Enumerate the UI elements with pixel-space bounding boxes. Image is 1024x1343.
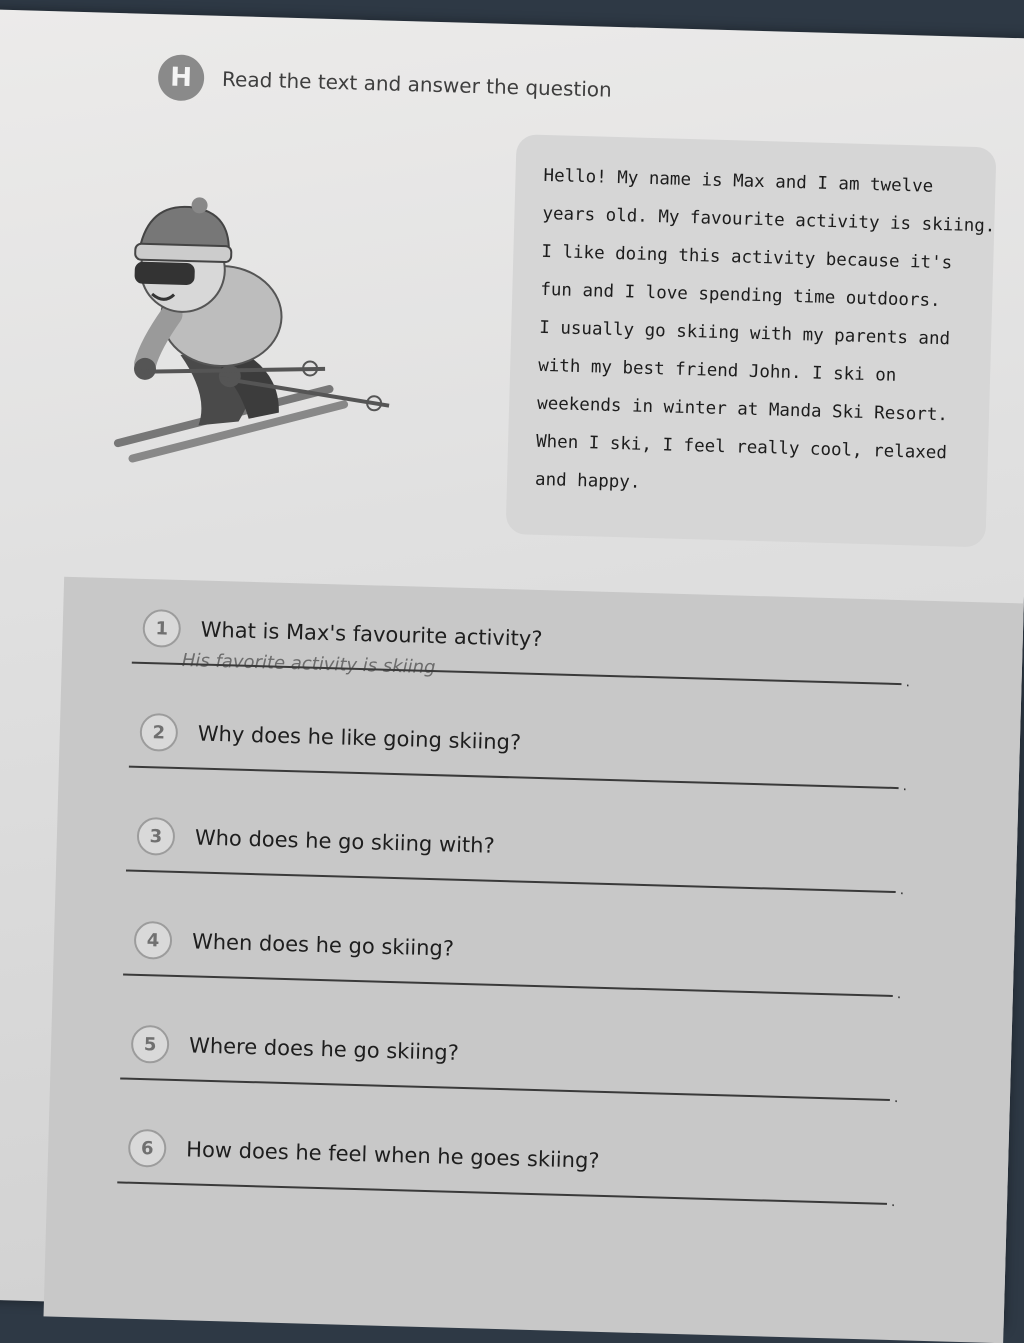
question-number: 2 <box>139 713 178 752</box>
question-text: How does he feel when he goes skiing? <box>185 1137 600 1173</box>
skier-illustration <box>107 193 415 481</box>
worksheet-page <box>0 8 1024 1328</box>
passage-line: fun and I love spending time outdoors. <box>540 279 941 312</box>
passage-line: Hello! My name is Max and I am twelve <box>543 165 934 197</box>
exercise-instruction: Read the text and answer the question <box>221 66 613 102</box>
handwritten-answer: His favorite activity is skiing <box>181 650 436 679</box>
period-mark: . <box>899 882 905 899</box>
passage-line: and happy. <box>534 469 641 493</box>
period-mark: . <box>893 1090 899 1107</box>
question-text: Where does he go skiing? <box>188 1033 460 1065</box>
period-mark: . <box>905 674 911 691</box>
exercise-badge: H <box>158 54 205 101</box>
questions-panel <box>44 577 1024 1343</box>
question-number: 5 <box>131 1025 170 1064</box>
passage-line: When I ski, I feel really cool, relaxed <box>535 431 948 464</box>
question-text: When does he go skiing? <box>191 929 455 961</box>
question-text: Who does he go skiing with? <box>194 825 496 858</box>
period-mark: . <box>896 986 902 1003</box>
question-number: 1 <box>142 609 181 648</box>
passage-line: years old. My favourite activity is skiing. <box>542 203 996 237</box>
passage-line: I usually go skiing with my parents and <box>539 317 951 350</box>
period-mark: . <box>890 1194 896 1211</box>
passage-line: I like doing this activity because it's <box>541 241 953 274</box>
question-text: What is Max's favourite activity? <box>200 617 543 652</box>
passage-line: with my best friend John. I ski on <box>537 355 897 386</box>
question-number: 4 <box>134 921 173 960</box>
question-number: 3 <box>136 817 175 856</box>
question-number: 6 <box>128 1129 167 1168</box>
question-text: Why does he like going skiing? <box>197 721 522 755</box>
exercise-header <box>158 54 613 113</box>
reading-passage <box>506 134 997 547</box>
period-mark: . <box>902 778 908 795</box>
passage-line: weekends in winter at Manda Ski Resort. <box>536 393 949 426</box>
